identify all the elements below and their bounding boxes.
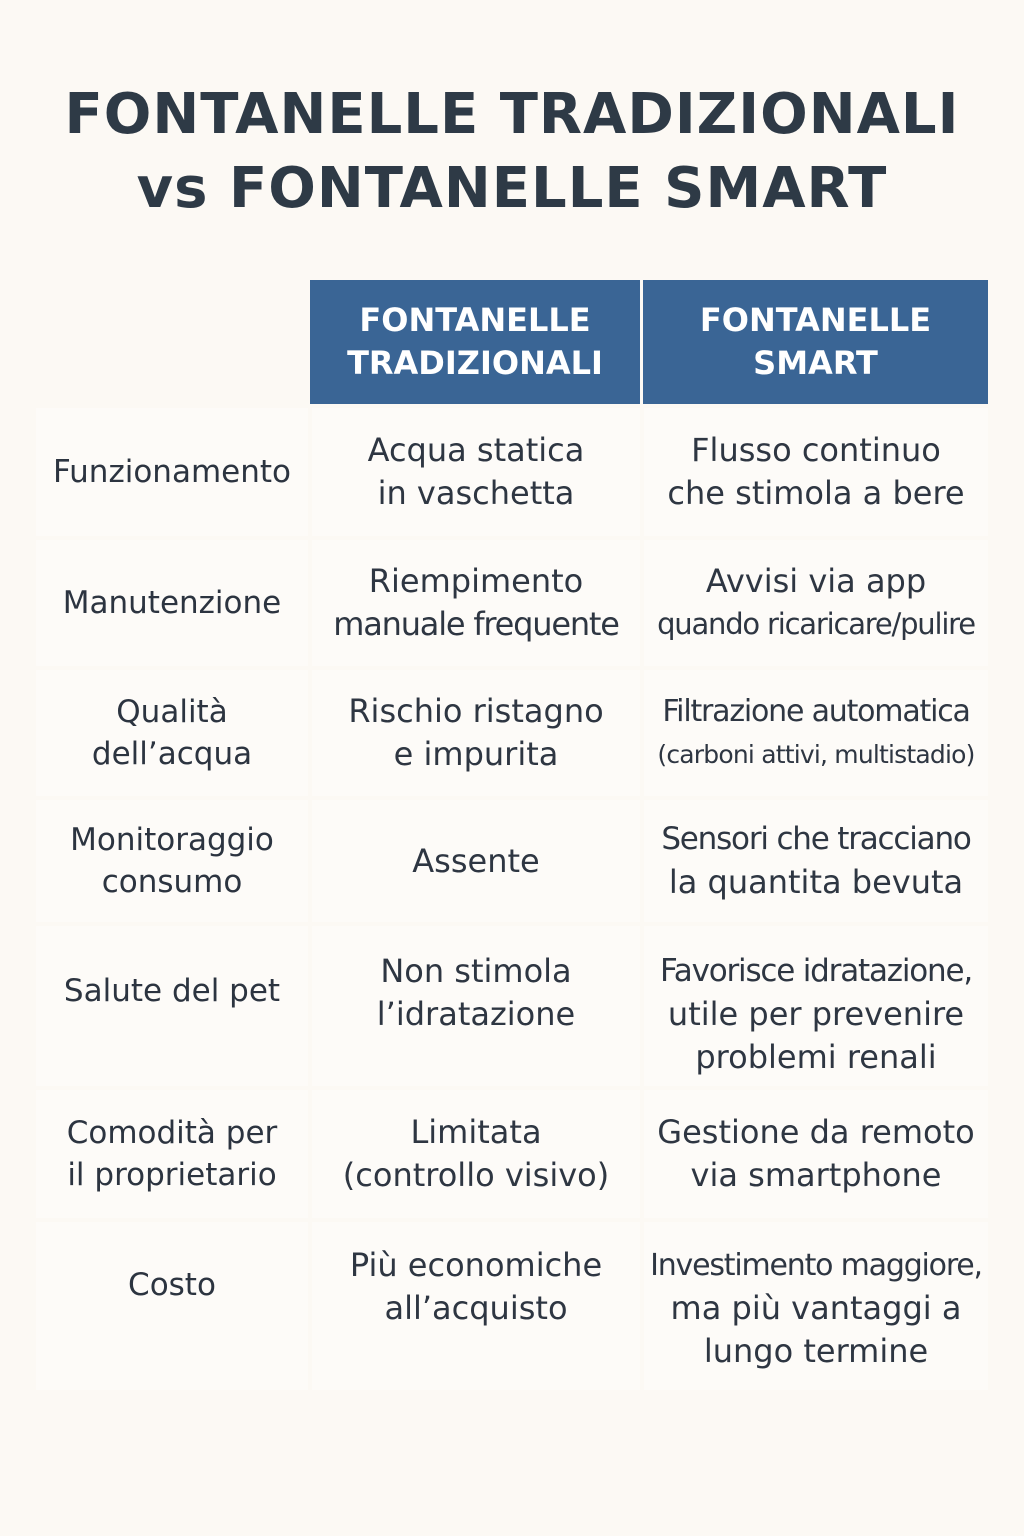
title-line-2: vs FONTANELLE SMART — [136, 156, 888, 221]
cell-line: lungo termine — [703, 1332, 929, 1370]
row-label-line: Costo — [128, 1267, 216, 1303]
cell-line: Acqua statica — [367, 431, 585, 469]
column-header-line: SMART — [753, 344, 878, 382]
row-label-line: Funzionamento — [53, 454, 291, 490]
row-label-line: Comodità per — [66, 1115, 278, 1151]
row-label-line: il proprietario — [67, 1157, 277, 1193]
cell-line: Flusso continuo — [691, 431, 941, 469]
row-label-line: Qualità — [116, 694, 228, 730]
row-label — [36, 408, 308, 536]
cell-traditional — [312, 800, 640, 922]
cell-smart — [644, 800, 988, 922]
row-label — [36, 670, 308, 796]
cell-line: Gestione da remoto — [657, 1113, 975, 1151]
table-row-comodita — [36, 1090, 988, 1218]
cell-traditional — [312, 540, 640, 666]
cell-line: (carboni attivi, multistadio) — [657, 740, 975, 769]
table-row-costo — [36, 1222, 988, 1390]
cell-traditional — [312, 408, 640, 536]
row-label-line: consumo — [101, 864, 243, 900]
row-label — [36, 1222, 308, 1390]
cell-line: ma più vantaggi a — [670, 1289, 962, 1327]
cell-line: Avvisi via app — [705, 562, 927, 600]
row-label-line: Manutenzione — [62, 585, 282, 621]
row-label-line: Monitoraggio — [70, 822, 274, 858]
table-row-funzionamento — [36, 408, 988, 536]
cell-line: via smartphone — [690, 1156, 942, 1194]
table-row-salute — [36, 926, 988, 1086]
cell-line: Più economiche — [349, 1246, 603, 1284]
cell-line: quando ricaricare/pulire — [657, 607, 975, 641]
column-header-smart — [643, 280, 988, 404]
cell-line: l’idratazione — [376, 995, 576, 1033]
cell-line: Limitata — [410, 1113, 542, 1151]
table-row-manutenzione — [36, 540, 988, 666]
cell-traditional — [312, 926, 640, 1086]
cell-line: Favorisce idratazione, — [660, 953, 972, 989]
cell-line: e impurita — [393, 735, 559, 773]
cell-line: Assente — [412, 841, 540, 880]
row-label — [36, 926, 308, 1086]
cell-line: all’acquisto — [384, 1289, 568, 1327]
cell-line: che stimola a bere — [667, 474, 965, 512]
cell-traditional — [312, 670, 640, 796]
column-header-line: FONTANELLE — [359, 301, 591, 339]
row-label-line: dell’acqua — [91, 736, 253, 772]
cell-smart — [644, 1090, 988, 1218]
page-title — [0, 78, 1024, 226]
cell-smart — [644, 1222, 988, 1390]
column-header-line: FONTANELLE — [699, 301, 932, 339]
cell-smart — [644, 408, 988, 536]
cell-line: Sensori che tracciano — [661, 821, 971, 857]
cell-traditional — [312, 1222, 640, 1390]
cell-line: Investimento maggiore, — [650, 1248, 982, 1283]
row-label — [36, 800, 308, 922]
cell-line: la quantita bevuta — [668, 863, 964, 901]
cell-line: utile per prevenire — [667, 995, 965, 1033]
column-header-line: TRADIZIONALI — [347, 344, 603, 382]
row-label — [36, 540, 308, 666]
cell-line: Non stimola — [380, 952, 572, 990]
cell-traditional — [312, 1090, 640, 1218]
title-line-1: FONTANELLE TRADIZIONALI — [64, 82, 960, 147]
cell-line: Riempimento — [368, 562, 584, 600]
cell-line: (controllo visivo) — [342, 1156, 610, 1194]
cell-line: Filtrazione automatica — [662, 694, 970, 729]
column-header-traditional — [310, 280, 640, 404]
cell-smart — [644, 926, 988, 1086]
cell-line: problemi renali — [695, 1038, 937, 1076]
cell-smart — [644, 540, 988, 666]
table-row-qualita — [36, 670, 988, 796]
cell-line: in vaschetta — [377, 474, 575, 512]
table-row-monitoraggio — [36, 800, 988, 922]
row-label-line: Salute del pet — [63, 973, 281, 1009]
cell-line: Rischio ristagno — [348, 692, 604, 730]
cell-smart — [644, 670, 988, 796]
row-label — [36, 1090, 308, 1218]
cell-line: manuale frequente — [333, 605, 619, 643]
